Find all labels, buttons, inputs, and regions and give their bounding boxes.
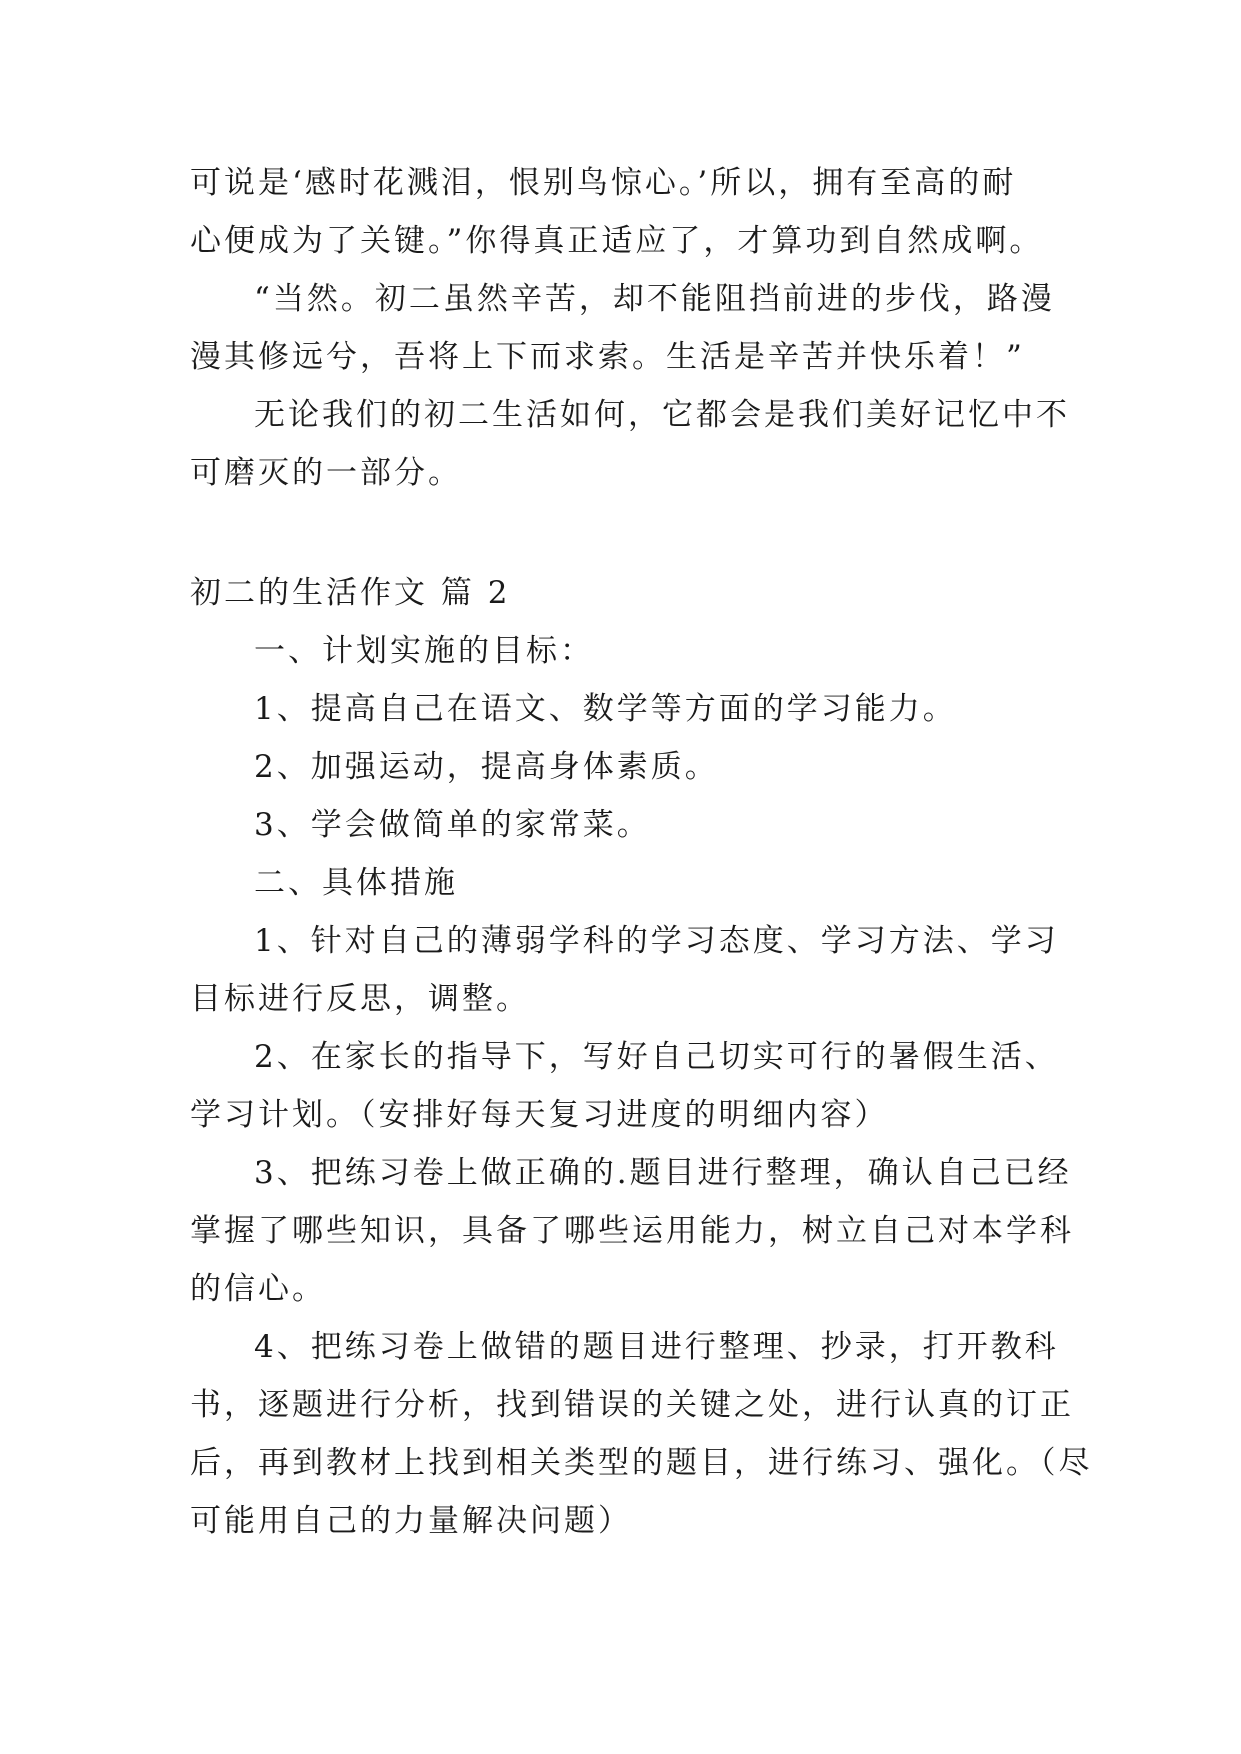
text-line: 学习计划。（安排好每天复习进度的明细内容）: [190, 1097, 889, 1133]
text-line: 后，再到教材上找到相关类型的题目，进行练习、强化。（尽: [190, 1445, 1093, 1481]
list-item: 2、在家长的指导下，写好自己切实可行的暑假生活、: [254, 1039, 1059, 1075]
text-line: 可能用自己的力量解决问题）: [190, 1503, 632, 1539]
list-item: 1、针对自己的薄弱学科的学习态度、学习方法、学习: [254, 923, 1059, 959]
text-line: 目标进行反思，调整。: [190, 981, 530, 1017]
list-item: 1、提高自己在语文、数学等方面的学习能力。: [254, 691, 957, 727]
text-line: 的信心。: [190, 1271, 326, 1307]
text-line: “当然。初二虽然辛苦，却不能阻挡前进的步伐，路漫: [254, 281, 1055, 317]
text-line: 掌握了哪些知识，具备了哪些运用能力，树立自己对本学科: [190, 1213, 1074, 1249]
text-line: 可说是‘感时花溅泪，恨别鸟惊心。’所以，拥有至高的耐: [190, 165, 1017, 201]
text-line: 可磨灭的一部分。: [190, 455, 462, 491]
list-item: 3、把练习卷上做正确的.题目进行整理，确认自己已经: [254, 1155, 1072, 1191]
subheading: 一、计划实施的目标：: [254, 633, 594, 669]
list-item: 3、学会做简单的家常菜。: [254, 807, 651, 843]
section-heading: 初二的生活作文 篇 2: [190, 575, 511, 611]
list-item: 2、加强运动，提高身体素质。: [254, 749, 719, 785]
text-line: 书，逐题进行分析，找到错误的关键之处，进行认真的订正: [190, 1387, 1074, 1423]
list-item: 4、把练习卷上做错的题目进行整理、抄录，打开教科: [254, 1329, 1059, 1365]
text-line: 心便成为了关键。”你得真正适应了，才算功到自然成啊。: [190, 223, 1044, 259]
text-line: 漫其修远兮，吾将上下而求索。生活是辛苦并快乐着！”: [190, 339, 1025, 375]
text-line: 无论我们的初二生活如何，它都会是我们美好记忆中不: [254, 397, 1070, 433]
subheading: 二、具体措施: [254, 865, 458, 901]
